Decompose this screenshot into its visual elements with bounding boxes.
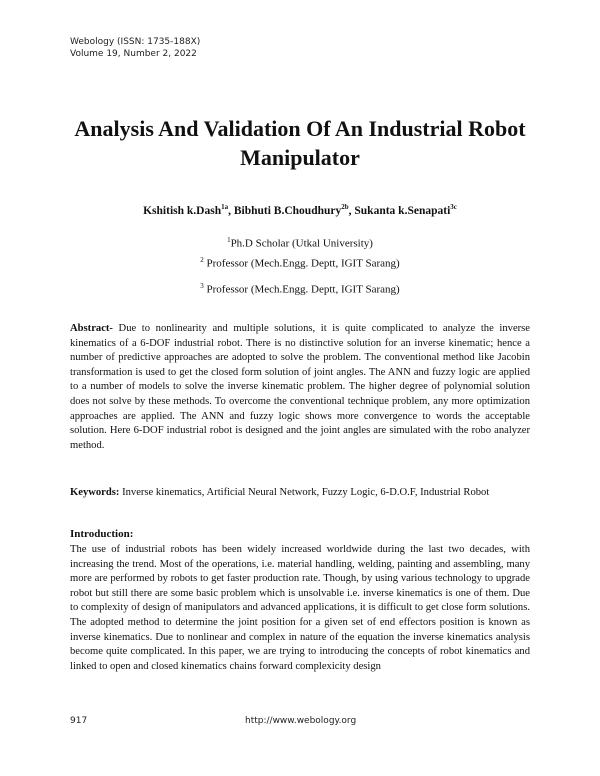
abstract-text: Due to nonlinearity and multiple solutions, it is quite complicated to analyze the inverse kinematics of a 6-DOF industrial robot. There is no distinctive solution for an inverse kinematic; hence a number of predictive approaches are adopted to solve the problem. The conventional method like Jacobin transformation is used to get the closed form solution of joint angles. The ANN and fuzzy logic are applied to a number of models to solve the inverse kinematic problem. The higher degree of polynomial solution does not solve by these methods. To overcome the conventional technique problem, any more optimization approaches are applied. The ANN and fuzzy logic shows more convergence to words the acceptable solution. Here 6-DOF industrial robot is designed and the joint angles are simulated with the robo analyzer method. bbox=[70, 323, 530, 451]
journal-volume: Volume 19, Number 2, 2022 bbox=[70, 49, 197, 59]
journal-name: Webology (ISSN: 1735-188X) bbox=[70, 37, 201, 47]
footer-url: http://www.webology.org bbox=[245, 716, 357, 726]
affiliation-superscript: 1 bbox=[227, 236, 231, 244]
affiliation bbox=[70, 280, 530, 297]
affiliation-superscript: 3 bbox=[200, 282, 204, 290]
affiliation-superscript: 2 bbox=[200, 256, 204, 264]
author-separator: , bbox=[228, 204, 234, 217]
author-superscript: 2b bbox=[341, 203, 349, 211]
affiliation-text: Professor (Mech.Engg. Deptt, IGIT Sarang) bbox=[203, 283, 400, 296]
keywords-text: Inverse kinematics, Artificial Neural Network, Fuzzy Logic, 6-D.O.F, Industrial Robot bbox=[119, 487, 490, 498]
abstract bbox=[70, 322, 530, 453]
author-name: Sukanta k.Senapati bbox=[354, 204, 451, 217]
author-separator: , bbox=[348, 204, 355, 217]
author-superscript: 3c bbox=[450, 203, 457, 211]
paper-title: Analysis And Validation Of An Industrial Robot Manipulator bbox=[74, 116, 526, 170]
author-name: Kshitish k.Dash bbox=[143, 204, 222, 217]
keywords bbox=[70, 486, 530, 501]
author-list bbox=[70, 200, 530, 218]
author-superscript: 1a bbox=[221, 203, 229, 211]
affiliation bbox=[70, 234, 530, 251]
introduction-body: The use of industrial robots has been widely increased worldwide during the last two decades, with increasing the trend. Most of the operations, i.e. material handling, welding, painting and assembling, many more are performed by robots to get faster production rate. Though, by using various technology to upgrade robot but still there are some basic problem which is unsolvable i.e. inverse kinematics is one of them. Due to complexity of design of manipulators and advanced applications, it is difficult to get close form solutions. The adopted method to determine the joint position for a given set of end effectors position is known as inverse kinematics. Due to nonlinear and complex in nature of the equation the inverse kinematics analysis become quite complicated. In this paper, we are trying to introducing the concepts of robot kinematics and linked to open and closed kinematics chains forward complexicity design bbox=[70, 544, 530, 672]
abstract-label: Abstract- bbox=[70, 323, 113, 334]
author-name: Bibhuti B.Choudhury bbox=[233, 204, 342, 217]
affiliation-text: Ph.D Scholar (Utkal University) bbox=[230, 237, 373, 250]
introduction-heading: Introduction: bbox=[70, 528, 134, 540]
keywords-label: Keywords: bbox=[70, 487, 120, 498]
page-number: 917 bbox=[70, 716, 88, 726]
affiliation bbox=[70, 254, 530, 271]
affiliation-text: Professor (Mech.Engg. Deptt, IGIT Sarang) bbox=[203, 257, 400, 270]
